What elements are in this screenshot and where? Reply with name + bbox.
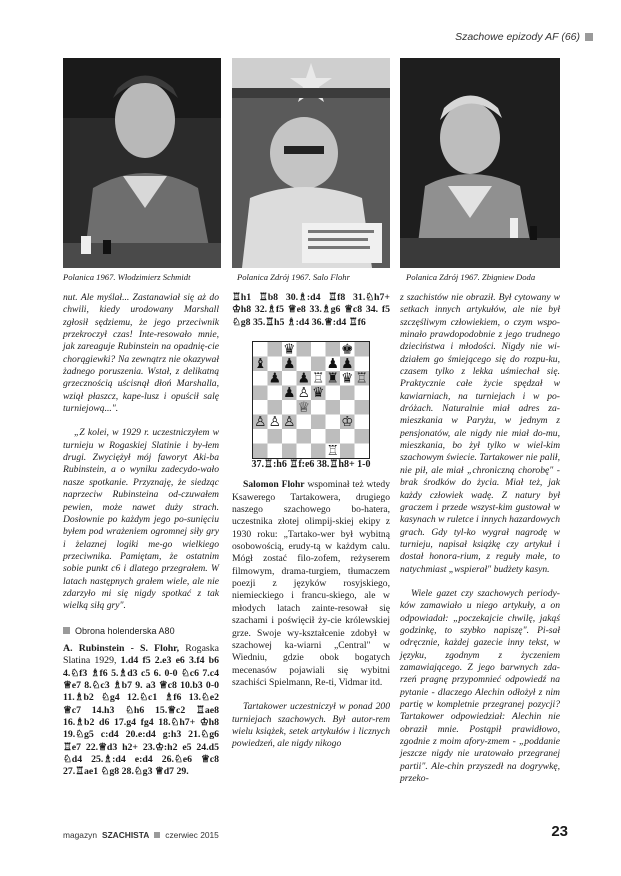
board-square bbox=[297, 444, 312, 459]
chess-piece: ♙ bbox=[268, 414, 281, 431]
board-square bbox=[326, 386, 341, 401]
board-square bbox=[253, 371, 268, 386]
col1-paragraph-1: nut. Ale myślał... Zastanawiał się aż do chwili, kiedy urodowany Marshall zgłosił sędziemu, że jego przeciwnik przekroczył czas! Inte-resowało mnie, jak zareaguje Rubinstein na opadnię-cie chorągiewki? Na zewnątrz nie okazywał żadnego poruszenia. Wstał, z delikatną grzecznością uścisnął dłoń Marshalla, wziął płaszcz, kape-lusz i opuścił salę turniejową...". bbox=[63, 292, 219, 415]
game-event: Rogaska Slatina 1929, bbox=[63, 642, 219, 667]
photo-caption-3: Polanica Zdrój 1967. Zbigniew Doda bbox=[406, 272, 536, 282]
board-square bbox=[326, 342, 341, 357]
photo-caption-2: Polanica Zdrój 1967. Salo Flohr bbox=[237, 272, 350, 282]
chess-piece: ♙ bbox=[297, 385, 310, 402]
footer-issue: czerwiec 2015 bbox=[165, 830, 219, 840]
chess-piece: ♖ bbox=[312, 370, 325, 387]
footer-magazine: magazyn bbox=[63, 830, 97, 840]
board-square bbox=[253, 429, 268, 444]
board-square bbox=[253, 386, 268, 401]
board-square bbox=[268, 357, 283, 372]
column-3 bbox=[400, 292, 560, 785]
chess-piece: ♟ bbox=[283, 356, 296, 373]
chess-piece: ♝ bbox=[254, 356, 267, 373]
board-square bbox=[311, 415, 326, 430]
chess-piece: ♔ bbox=[341, 414, 354, 431]
board-square bbox=[326, 415, 341, 430]
board-square bbox=[355, 342, 370, 357]
board-square bbox=[355, 386, 370, 401]
board-square bbox=[340, 400, 355, 415]
board-square bbox=[253, 444, 268, 459]
board-square bbox=[311, 342, 326, 357]
chess-piece: ♟ bbox=[268, 370, 281, 387]
board-square bbox=[297, 342, 312, 357]
board-square bbox=[268, 400, 283, 415]
board-square bbox=[297, 415, 312, 430]
col3-paragraph-2: Wiele gazet czy szachowych periody-ków zamawiało u niego artykuły, a on odpowiadał: „poczekajcie chwilę, jakąś godzinkę, to szybko napiszę". Pi-sał odręcznie, każdej gazecie inny tekst, w języku, zgodnym z życzeniem zamawiającego. Z jego barwnych zda-rzeń pragnę przypomnieć odpowiedź na pytanie - dlaczego Alechin odłożył z nim partię w kompletnie przegranej pozycji? Tartakower odpowiedział: Alechin nie obraził mnie. Postąpił prawidłowo, zgodnie z moim afory-zmem - „poddanie jeszcze nigdy nie uratowało przegranej partii". Ale-chin przyszedł na dogrywkę, przeko- bbox=[400, 587, 560, 785]
bio-name: Salomon Flohr bbox=[243, 479, 305, 491]
board-square bbox=[355, 357, 370, 372]
board-square bbox=[355, 415, 370, 430]
board-square bbox=[297, 357, 312, 372]
chess-piece: ♛ bbox=[341, 370, 354, 387]
header-square-icon bbox=[585, 33, 593, 41]
board-square bbox=[340, 444, 355, 459]
chess-piece: ♜ bbox=[326, 370, 339, 387]
board-square bbox=[326, 429, 341, 444]
opening-name: Obrona holenderska A80 bbox=[75, 625, 175, 636]
running-header bbox=[455, 31, 593, 43]
bio-text: wspominał też wtedy Ksawerego Tartakowera, drugiego naszego szachowego bo-hatera, uczestnika złotej olimpij-skiej ekipy z 1930 roku: „Tartako-wer był wybitną osobowością, erudy-tą w każdym calu. Mógł zostać filo-zofem, reżyserem filmowym, drama-turgiem, tłumaczem poezji z języków rosyjskiego, niemieckiego i francu-skiego, ale w młodych latach zainte-resował się szachami i poświęcił ży-cie królewskiej grze. Swoje wy-kształcenie zdobył w szachowej ka-wiarni „Central" w Wiedniu, gdzie obok bogatych mecenasów pojawiali się wybitni szachiści Spielmann, Re-ti, Vidmar itd. bbox=[232, 479, 390, 688]
chess-piece: ♟ bbox=[341, 356, 354, 373]
board-square bbox=[311, 444, 326, 459]
board-square bbox=[268, 429, 283, 444]
board-square bbox=[340, 429, 355, 444]
chess-piece: ♙ bbox=[283, 414, 296, 431]
column-1 bbox=[63, 292, 219, 779]
footer-square-icon bbox=[154, 832, 160, 838]
photo-schmidt bbox=[63, 58, 221, 268]
photo-flohr bbox=[232, 58, 390, 268]
board-square bbox=[268, 386, 283, 401]
column-2 bbox=[232, 292, 390, 751]
chess-piece: ♟ bbox=[326, 356, 339, 373]
footer bbox=[63, 830, 219, 840]
chess-piece: ♙ bbox=[254, 414, 267, 431]
chess-diagram bbox=[252, 341, 370, 459]
photo-doda bbox=[400, 58, 560, 268]
chess-piece: ♟ bbox=[283, 385, 296, 402]
chess-piece: ♟ bbox=[297, 370, 310, 387]
board-square bbox=[311, 400, 326, 415]
board-square bbox=[355, 429, 370, 444]
board-square bbox=[253, 342, 268, 357]
board-square bbox=[282, 371, 297, 386]
chess-piece: ♚ bbox=[341, 341, 354, 358]
photo-caption-1: Polanica 1967. Włodzimierz Schmidt bbox=[63, 272, 191, 282]
board-square bbox=[282, 400, 297, 415]
col2-paragraph-1 bbox=[232, 479, 390, 689]
board-square bbox=[326, 400, 341, 415]
board-square bbox=[311, 357, 326, 372]
header-title: Szachowe epizody AF (66) bbox=[455, 31, 580, 43]
opening-label bbox=[63, 625, 219, 637]
chess-piece: ♖ bbox=[355, 370, 368, 387]
board-square bbox=[311, 429, 326, 444]
col3-paragraph-1: z szachistów nie obraził. Był cytowany w setkach innych artykułów, ale nie był szczęśliwym człowiekiem, o czym wspo-minało prawdopodobnie z jego trudnego dzieciństwa i młodości. Nigdy nie wi-działem go śmiejącego się do rozpu-ku, czasem tylko z lekka uśmiechał się. Praktycznie całe życie spędzał w kawiarniach, na turniejach i w po-dróżach. Naturalnie miał adres za-mieszkania w Paryżu, w jednym z pensjonatów, ale nigdy nie miał do-mu, mieszkania, bo żył tylko w wiel-kim szachowym świecie. Tartakower nie palił, nie pił, ale miał „chroniczną chorobę" - brak środków do życia. Miał też, jak każdy człowiek wadę. Z natury był graczem i przede wszyst-kim gustował w kasynach w ruletce i innych hazardowych grach. Gdy tyl-ko wygrał nagrodę w turnieju, napisał książkę czy artykuł i dostał honora-rium, z reguły małe, to natychmiast „wspierał" budżety kasyn. bbox=[400, 292, 560, 575]
opening-square-icon bbox=[63, 627, 70, 634]
board-square bbox=[340, 386, 355, 401]
footer-magazine-name: SZACHISTA bbox=[101, 830, 150, 840]
game-moves: 1.d4 f5 2.e3 e6 3.f4 b6 4.♘f3 ♗f6 5.♗d3 c5 6. 0-0 ♘c6 7.c4 ♕e7 8.♘c3 ♗b7 9. a3 ♕c8 10.b3 0-0 11.♗b2 ♘g4 12.♘c1 ♗f6 13.♘e2 ♕c7 14.h3 ♘h6 15.♕c2 ♖ae8 16.♗b2 d6 17.g4 fg4 18.♘h7+ ♔h8 19.♘g5 c:d4 20.e:d4 g:h3 21.♘g6 ♖e7 22.♕d3 h2+ 23.♔:h2 e5 24.d5 ♘d4 25.♗:d4 e:d4 26.♘e6 ♕c8 27.♖ae1 ♘g8 28.♘g3 ♕d7 29. bbox=[63, 655, 220, 778]
board-square bbox=[253, 400, 268, 415]
game-moves-continued: ♖h1 ♖b8 30.♗:d4 ♖f8 31.♘h7+ ♔h8 32.♗f5 ♕e8 33.♗g6 ♕c8 34. f5 ♘g8 35.♖h5 ♗:d4 36.♕:d4 ♖f6 bbox=[232, 292, 390, 328]
page-number: 23 bbox=[551, 823, 568, 840]
board-square bbox=[297, 429, 312, 444]
final-moves: 37.♖:h6 ♖f:e6 38.♖h8+ 1-0 bbox=[251, 459, 371, 471]
board-square bbox=[282, 429, 297, 444]
col1-paragraph-2: „Z kolei, w 1929 r. uczestniczyłem w turnieju w Rogaskiej Slatinie i by-łem drugi. Zwyciężył mój faworyt Aki-ba Rubinstein, a o wyniku zadecydo-wało nasze spotkanie. Przyznaję, że siedząc naprzeciw Rubinsteina od-czuwałem pewien, może nawet duży strach. Dosłownie po każdym jego po-sunięciu byłem pod wrażeniem ogromnej siły gry i żelaznej logiki me-go wielkiego przeciwnika. Pamiętam, że ostatnim sobie punkt c6 i dlatego przegrałem. W latach następnych grałem wiele, ale nie zdarzyło mi się nigdy spotkać z tak wielką siłą gry". bbox=[63, 427, 219, 612]
board-square bbox=[355, 444, 370, 459]
board-square bbox=[355, 400, 370, 415]
chess-piece: ♕ bbox=[297, 399, 310, 416]
chess-board bbox=[252, 341, 370, 459]
board-square bbox=[282, 444, 297, 459]
board-square bbox=[268, 444, 283, 459]
chess-piece: ♖ bbox=[326, 443, 339, 460]
col2-paragraph-2: Tartakower uczestniczył w ponad 200 turniejach szachowych. Był autor-rem wielu książek, setek artykułów i licznych powiedzeń, ale nigdy nikogo bbox=[232, 701, 390, 750]
chess-piece: ♛ bbox=[283, 341, 296, 358]
chess-piece: ♛ bbox=[312, 385, 325, 402]
game-players: A. Rubinstein - S. Flohr, bbox=[63, 642, 180, 654]
board-square bbox=[268, 342, 283, 357]
game-score bbox=[63, 643, 219, 779]
